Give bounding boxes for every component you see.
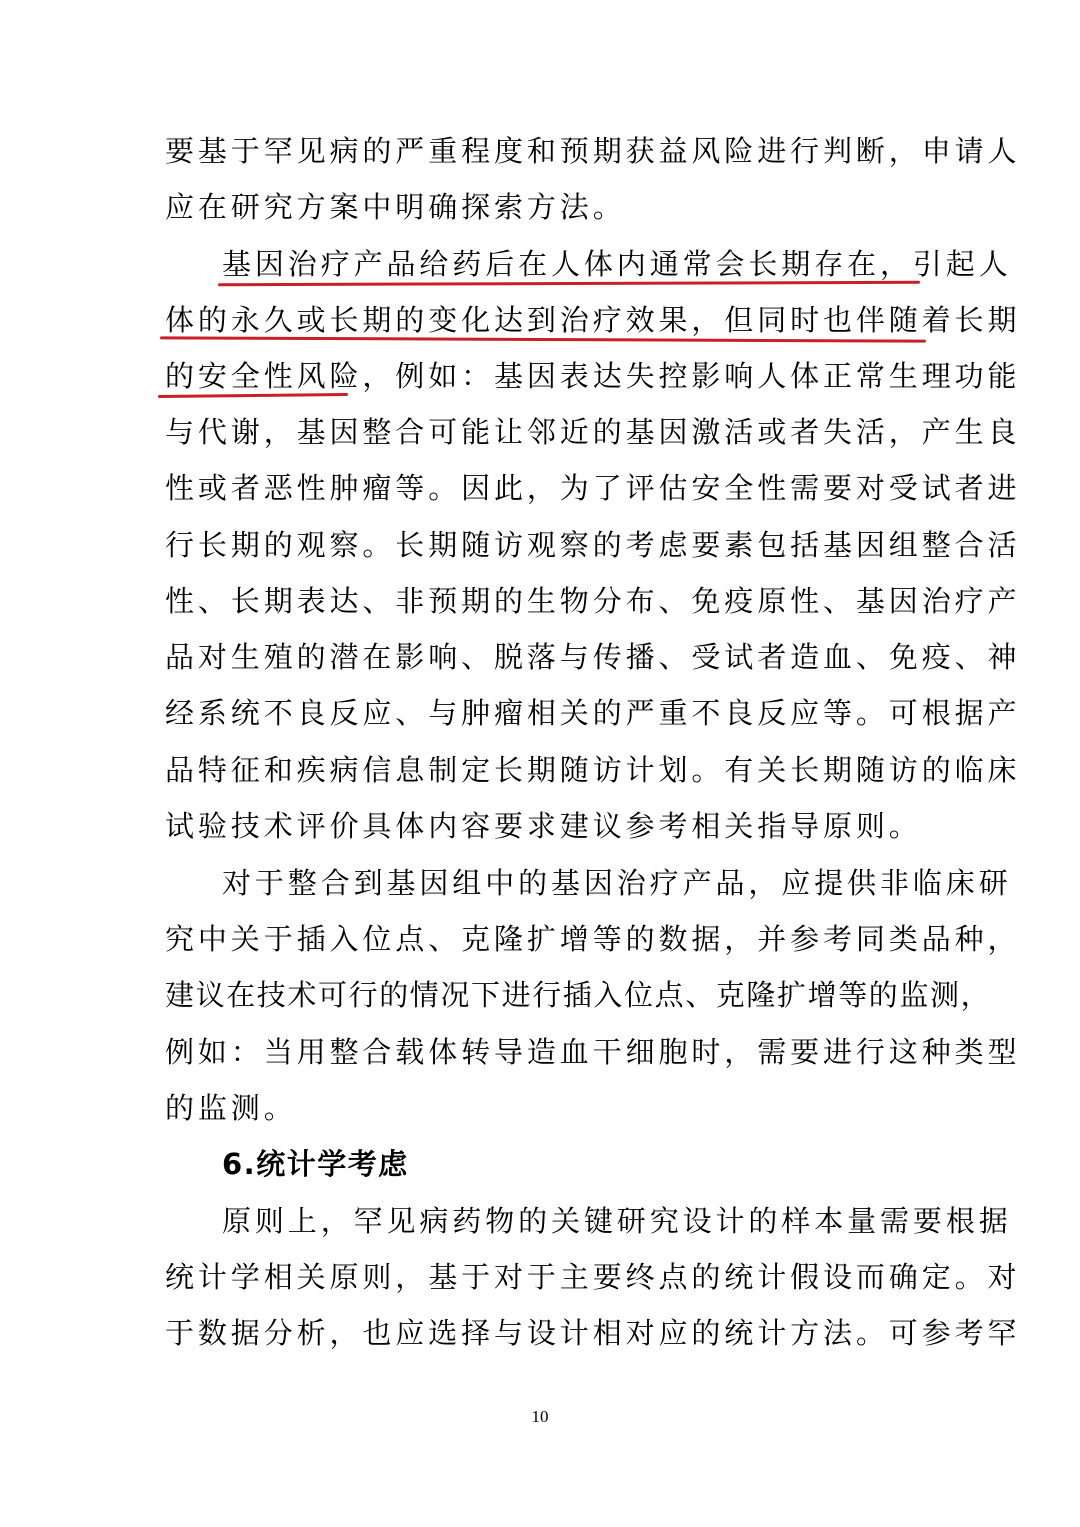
text-line: 例如：当用整合载体转导造血干细胞时，需要进行这种类型 [165, 1035, 1021, 1069]
text-line: 应在研究方案中明确探索方法。 [165, 190, 626, 224]
text-line: 性或者恶性肿瘤等。因此，为了评估安全性需要对受试者进 [165, 471, 1021, 505]
text-line: 对于整合到基因组中的基因治疗产品，应提供非临床研 [222, 866, 1012, 900]
text-line: 与代谢，基因整合可能让邻近的基因激活或者失活，产生良 [165, 415, 1021, 449]
text-line: 品对生殖的潜在影响、脱落与传播、受试者造血、免疫、神 [165, 640, 1021, 674]
text-line: 行长期的观察。长期随访观察的考虑要素包括基因组整合活 [165, 528, 1021, 562]
text-line: 基因治疗产品给药后在人体内通常会长期存在，引起人 [222, 247, 1012, 281]
text-line: 试验技术评价具体内容要求建议参考相关指导原则。 [165, 809, 922, 843]
text-line: 于数据分析，也应选择与设计相对应的统计方法。可参考罕 [165, 1316, 1021, 1350]
page-number: 10 [531, 1407, 549, 1426]
text-line: 建议在技术可行的情况下进行插入位点、克隆扩增等的监测， [165, 978, 992, 1012]
text-line: 究中关于插入位点、克隆扩增等的数据，并参考同类品种， [165, 922, 1021, 956]
section-heading: 6.统计学考虑 [222, 1147, 409, 1181]
annotation-underline [158, 393, 348, 398]
text-line: 体的永久或长期的变化达到治疗效果，但同时也伴随着长期 [165, 303, 1021, 337]
text-line: 的安全性风险，例如：基因表达失控影响人体正常生理功能 [165, 359, 1021, 393]
text-line: 要基于罕见病的严重程度和预期获益风险进行判断，申请人 [165, 134, 1021, 168]
text-line: 品特征和疾病信息制定长期随访计划。有关长期随访的临床 [165, 753, 1021, 787]
text-line: 原则上，罕见病药物的关键研究设计的样本量需要根据 [222, 1204, 1012, 1238]
text-line: 统计学相关原则，基于对于主要终点的统计假设而确定。对 [165, 1260, 1021, 1294]
text-line: 的监测。 [165, 1091, 297, 1125]
text-line: 经系统不良反应、与肿瘤相关的严重不良反应等。可根据产 [165, 696, 1021, 730]
text-line: 性、长期表达、非预期的生物分布、免疫原性、基因治疗产 [165, 584, 1021, 618]
